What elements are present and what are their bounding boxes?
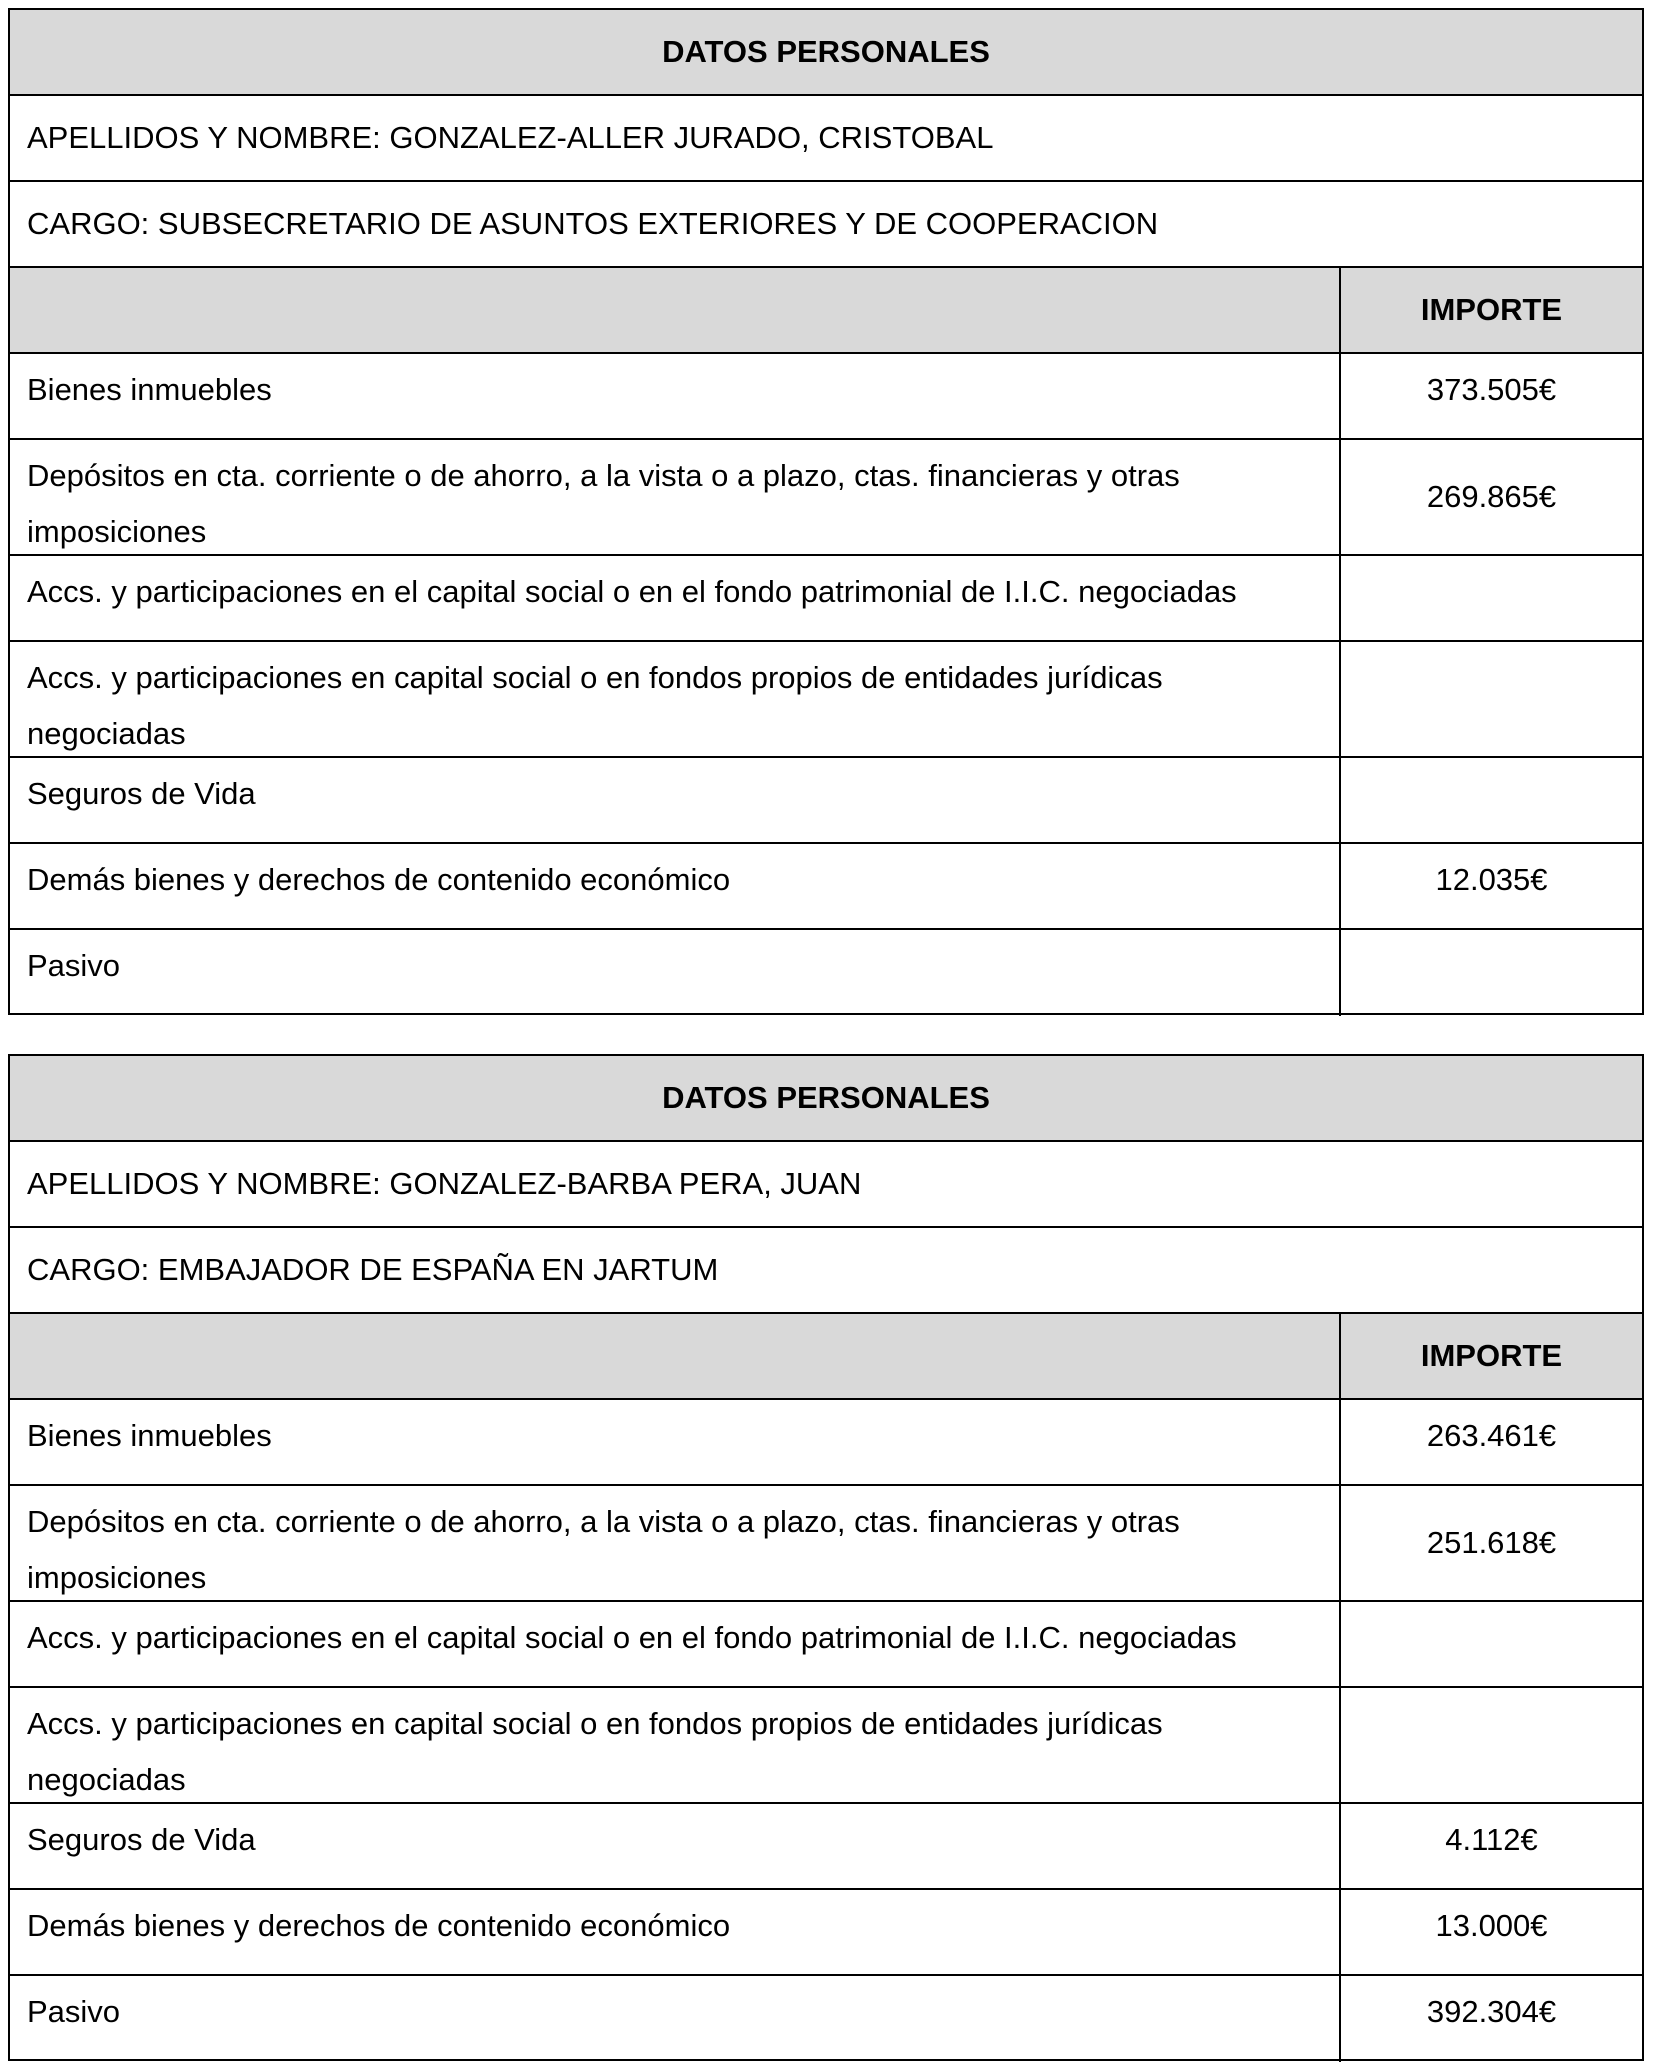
section-title-row [10,10,1642,96]
table-row [10,844,1642,930]
declaration-table-2 [8,1054,1644,2061]
table-row [10,1486,1642,1602]
name-line: APELLIDOS Y NOMBRE: GONZALEZ-BARBA PERA, JUAN [27,1166,862,1201]
amount-cell [1341,556,1642,640]
declaration-table-1 [8,8,1644,1015]
concept-cell: Bienes inmuebles [10,354,1341,438]
table-row [10,1688,1642,1804]
table-row [10,1804,1642,1890]
concept-cell: Accs. y participaciones en capital social o en fondos propios de entidades jurídicas negociadas [10,642,1341,756]
amount-cell [1341,930,1642,1016]
section-title-row [10,1056,1642,1142]
cargo-row [10,1228,1642,1314]
concept-cell: Seguros de Vida [10,1804,1341,1888]
amount-cell: 4.112€ [1445,1822,1538,1857]
amount-header-row [10,1314,1642,1400]
amount-cell [1341,1602,1642,1686]
cargo-row [10,182,1642,268]
table-row [10,1976,1642,2062]
amount-cell: 263.461€ [1426,1418,1557,1453]
concept-cell: Accs. y participaciones en el capital social o en el fondo patrimonial de I.I.C. negociadas [10,556,1341,640]
amount-cell [1341,1688,1642,1802]
table-row [10,758,1642,844]
name-row [10,96,1642,182]
concept-header-cell [10,268,1341,352]
table-row [10,1890,1642,1976]
amount-cell: 392.304€ [1426,1994,1557,2029]
table-row [10,440,1642,556]
concept-cell: Depósitos en cta. corriente o de ahorro, a la vista o a plazo, ctas. financieras y otras imposiciones [10,440,1341,554]
cargo-line: CARGO: SUBSECRETARIO DE ASUNTOS EXTERIORES Y DE COOPERACION [27,206,1159,241]
concept-cell: Depósitos en cta. corriente o de ahorro, a la vista o a plazo, ctas. financieras y otras imposiciones [10,1486,1341,1600]
concept-cell: Bienes inmuebles [10,1400,1341,1484]
cargo-line: CARGO: EMBAJADOR DE ESPAÑA EN JARTUM [27,1252,719,1287]
table-row [10,930,1642,1016]
table-row [10,642,1642,758]
concept-cell: Seguros de Vida [10,758,1341,842]
concept-cell: Accs. y participaciones en el capital social o en el fondo patrimonial de I.I.C. negociadas [10,1602,1341,1686]
concept-cell: Accs. y participaciones en capital social o en fondos propios de entidades jurídicas negociadas [10,1688,1341,1802]
amount-cell [1341,758,1642,842]
amount-cell: 12.035€ [1435,862,1548,897]
concept-header-cell [10,1314,1341,1398]
table-row [10,556,1642,642]
concept-cell: Demás bienes y derechos de contenido económico [10,844,1341,928]
table-row [10,1602,1642,1688]
amount-cell: 13.000€ [1435,1908,1548,1943]
name-line: APELLIDOS Y NOMBRE: GONZALEZ-ALLER JURADO, CRISTOBAL [27,120,994,155]
table-row [10,1400,1642,1486]
amount-header: IMPORTE [1420,292,1563,327]
section-title: DATOS PERSONALES [662,1080,990,1115]
name-row [10,1142,1642,1228]
amount-cell: 251.618€ [1426,1525,1557,1560]
amount-header: IMPORTE [1420,1338,1563,1373]
concept-cell: Pasivo [10,1976,1341,2062]
amount-header-row [10,268,1642,354]
table-row [10,354,1642,440]
amount-cell: 373.505€ [1426,372,1557,407]
amount-cell: 269.865€ [1426,479,1557,514]
amount-cell [1341,642,1642,756]
section-title: DATOS PERSONALES [662,34,990,69]
concept-cell: Pasivo [10,930,1341,1016]
concept-cell: Demás bienes y derechos de contenido económico [10,1890,1341,1974]
